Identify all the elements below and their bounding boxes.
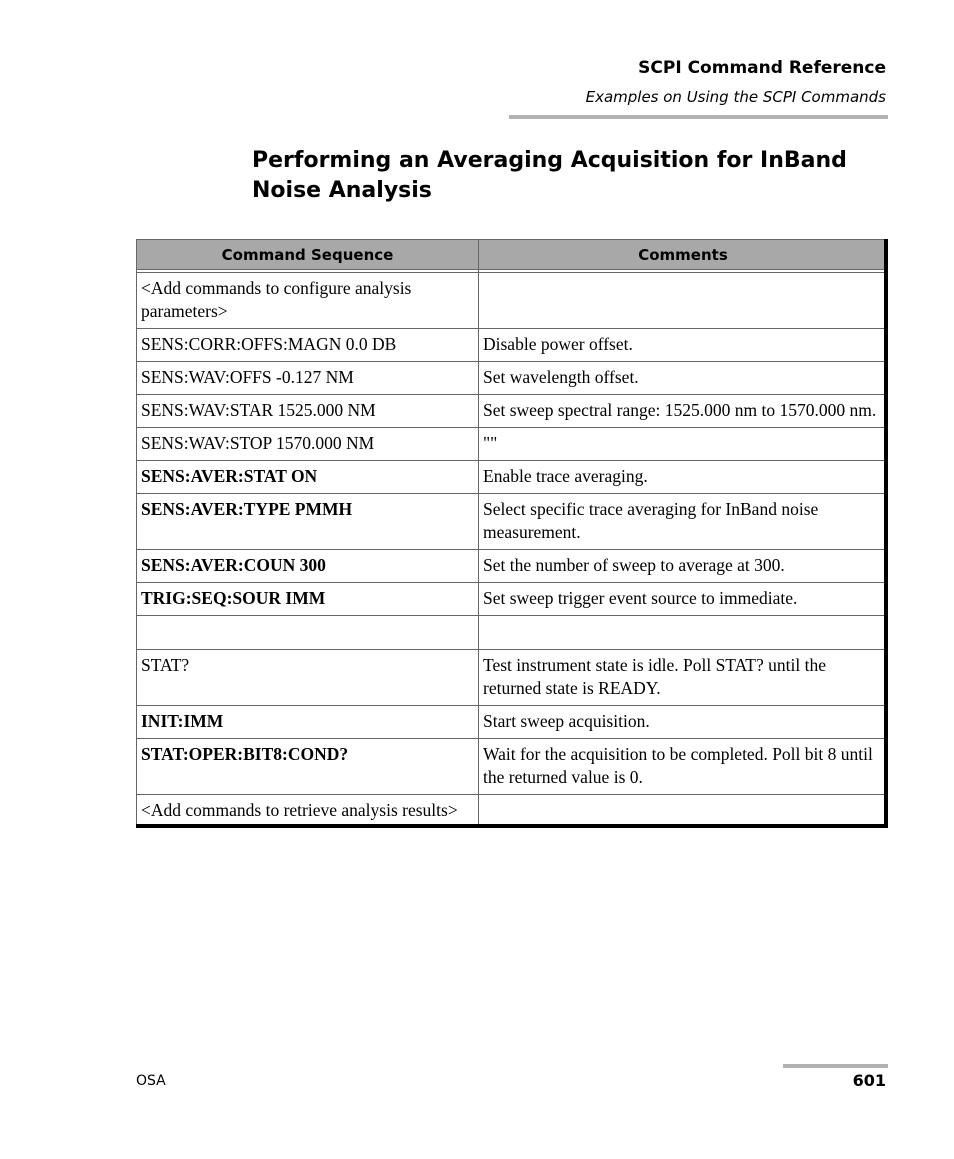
- table-row: [137, 616, 888, 650]
- command-cell: SENS:WAV:STAR 1525.000 NM: [137, 395, 479, 428]
- command-cell: TRIG:SEQ:SOUR IMM: [137, 583, 479, 616]
- comment-cell: Set wavelength offset.: [479, 362, 888, 395]
- comment-cell: Test instrument state is idle. Poll STAT? until the returned state is READY.: [479, 650, 888, 706]
- section-title: Performing an Averaging Acquisition for InBand Noise Analysis: [252, 148, 847, 203]
- command-cell: SENS:CORR:OFFS:MAGN 0.0 DB: [137, 329, 479, 362]
- table-row: [137, 362, 888, 395]
- comment-cell: Set sweep trigger event source to immediate.: [479, 583, 888, 616]
- table-body: [137, 270, 888, 828]
- command-cell: SENS:AVER:STAT ON: [137, 461, 479, 494]
- table-row: [137, 550, 888, 583]
- table-border-right: [884, 239, 888, 828]
- page-number: 601: [852, 1071, 886, 1090]
- table-header-row: [137, 240, 888, 270]
- table-row: [137, 329, 888, 362]
- table-row: [137, 583, 888, 616]
- footer-rule: [783, 1064, 888, 1068]
- table-row: [137, 273, 888, 329]
- command-cell: STAT?: [137, 650, 479, 706]
- command-cell: <Add commands to retrieve analysis results>: [137, 795, 479, 828]
- table-row: [137, 494, 888, 550]
- column-header-comments: Comments: [479, 240, 888, 270]
- table-row: [137, 650, 888, 706]
- command-table: [136, 239, 888, 828]
- command-cell: <Add commands to configure analysis parameters>: [137, 273, 479, 329]
- command-cell: SENS:WAV:STOP 1570.000 NM: [137, 428, 479, 461]
- comment-cell: Enable trace averaging.: [479, 461, 888, 494]
- comment-cell: [479, 273, 888, 329]
- comment-cell: Disable power offset.: [479, 329, 888, 362]
- comment-cell: "": [479, 428, 888, 461]
- table-row: [137, 706, 888, 739]
- command-cell: SENS:WAV:OFFS -0.127 NM: [137, 362, 479, 395]
- table-row: [137, 395, 888, 428]
- command-cell: SENS:AVER:TYPE PMMH: [137, 494, 479, 550]
- column-header-command: Command Sequence: [137, 240, 479, 270]
- table-row: [137, 461, 888, 494]
- comment-cell: Select specific trace averaging for InBand noise measurement.: [479, 494, 888, 550]
- table-row: [137, 428, 888, 461]
- comment-cell: Set the number of sweep to average at 300.: [479, 550, 888, 583]
- table-border-bottom: [136, 824, 888, 828]
- comment-cell: [479, 616, 888, 650]
- comment-cell: Start sweep acquisition.: [479, 706, 888, 739]
- command-cell: [137, 616, 479, 650]
- table-row: [137, 795, 888, 828]
- header-rule: [509, 115, 888, 119]
- running-header-title: SCPI Command Reference: [638, 58, 886, 78]
- footer-product-name: OSA: [136, 1073, 166, 1089]
- command-cell: SENS:AVER:COUN 300: [137, 550, 479, 583]
- command-cell: STAT:OPER:BIT8:COND?: [137, 739, 479, 795]
- running-header-subtitle: Examples on Using the SCPI Commands: [585, 88, 886, 106]
- comment-cell: Set sweep spectral range: 1525.000 nm to 1570.000 nm.: [479, 395, 888, 428]
- comment-cell: Wait for the acquisition to be completed. Poll bit 8 until the returned value is 0.: [479, 739, 888, 795]
- command-cell: INIT:IMM: [137, 706, 479, 739]
- comment-cell: [479, 795, 888, 828]
- table-row: [137, 739, 888, 795]
